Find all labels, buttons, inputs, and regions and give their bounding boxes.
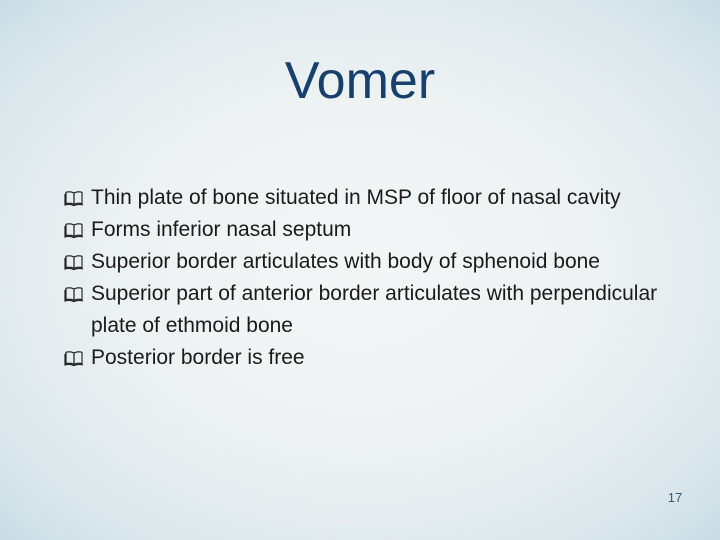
- bullet-text: Thin plate of bone situated in MSP of floor of nasal cavity: [91, 186, 621, 209]
- bullet-text: Forms inferior nasal septum: [91, 218, 352, 241]
- bullet-text: Posterior border is free: [91, 346, 305, 369]
- open-book-icon: [64, 188, 84, 208]
- open-book-icon: [64, 348, 84, 368]
- bullet-item: [64, 278, 664, 342]
- open-book-icon: [64, 252, 84, 272]
- open-book-icon: [64, 284, 84, 304]
- page-number: 17: [667, 490, 683, 505]
- bullet-text: Superior part of anterior border articulates with perpendicular plate of ethmoid bone: [91, 282, 658, 337]
- open-book-icon: [64, 220, 84, 240]
- bullet-text: Superior border articulates with body of sphenoid bone: [91, 250, 600, 273]
- bullet-list: [64, 182, 664, 374]
- bullet-item: [64, 182, 664, 214]
- bullet-item: [64, 246, 664, 278]
- bullet-item: [64, 214, 664, 246]
- slide-title: Vomer: [284, 52, 436, 110]
- bullet-item: [64, 342, 664, 374]
